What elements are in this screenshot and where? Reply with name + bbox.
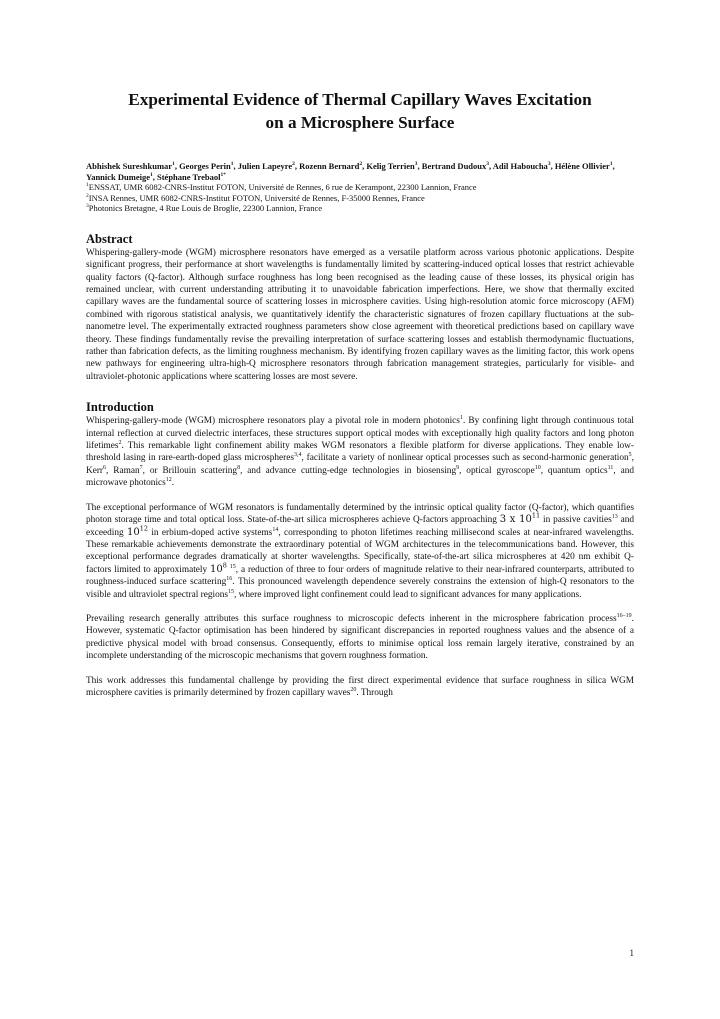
paper-title xyxy=(86,88,634,134)
citation-reference: 11 xyxy=(607,464,614,471)
citation-reference: 16–19 xyxy=(616,612,632,619)
title-line-1: Experimental Evidence of Thermal Capillary Waves Excitation xyxy=(128,90,592,109)
affiliation-text: Photonics Bretagne, 4 Rue Louis de Broglie, 22300 Lannion, France xyxy=(88,203,322,214)
citation-reference: 12 xyxy=(165,477,172,484)
citation-reference: 8 xyxy=(237,464,241,471)
introduction-paragraph-2: The exceptional performance of WGM resonators is fundamentally determined by the intrinsic optical quality factor (Q-factor), which quantifies photon storage time and total optical loss. State-of-the-art silica microspheres achieve Q-factors approaching 3 x $10^{11}$ in passive cavities$^{13}$ and exceeding $10^{12}$ in erbium-doped active systems$^{14}$, corresponding to photon lifetimes reaching millisecond scales at near-infrared wavelengths. These remarkable achievements demonstrate the extraordinary potential of WGM architectures in the telecommunications band. However, this exceptional performance degrades dramatically at shorter wavelengths. Specifically, state-of-the-art silica microspheres at 420 nm exhibit Q-factors limited to approximately $10^8$ $^{15}$, a reduction of three to four orders of magnitude relative to their near-infrared counterparts, attributed to roughness-induced surface scattering$^{16}$. This pronounced wavelength dependence severely constrains the extension of high-Q resonators to the visible and ultraviolet spectral regions$^{15}$, where improved light confinement could lead to significant advances for many applications. xyxy=(86,502,635,600)
citation-reference: 2 xyxy=(118,439,122,446)
affiliation xyxy=(86,182,634,193)
author-name: Bertrand Dudoux xyxy=(421,161,487,171)
affiliation xyxy=(86,193,634,204)
author-name: Yannick Dumeige xyxy=(86,171,150,182)
citation-reference: 7 xyxy=(139,464,143,471)
affiliation-number: 1 xyxy=(86,182,89,189)
introduction-paragraph-1: Whispering-gallery-mode (WGM) microsphere resonators play a pivotal role in modern photonics$^1$. By confining light through continuous total internal reflection at curved dielectric interfaces, these structures support optical modes with exceptionally high quality factors and long photon lifetimes$^2$. This remarkable light confinement ability makes WGM resonators a flexible platform for diverse applications. They enable low-threshold lasing in rare-earth-doped glass microspheres$^{3,4}$, facilitate a variety of nonlinear optical processes such as second-harmonic generation$^5$, Kerr$^6$, Raman$^7$, or Brillouin scattering$^8$, and advance cutting-edge technologies in biosensing$^9$, optical gyroscope$^{10}$, quantum optics$^{11}$, and microwave photonics$^{12}$. xyxy=(86,415,634,489)
author-affiliation-mark: 1 xyxy=(172,161,175,168)
math-exponent: 12 xyxy=(139,524,149,533)
citation-reference: 15 xyxy=(229,563,236,570)
title-line-2: on a Microsphere Surface xyxy=(265,113,455,132)
citation-reference: 10 xyxy=(534,464,541,471)
author-name: Hélène Ollivier xyxy=(554,161,610,171)
citation-reference: 6 xyxy=(103,464,107,471)
math-expression: $10^8$ xyxy=(210,561,227,575)
citation-reference: 20 xyxy=(350,686,357,693)
citation-reference: 9 xyxy=(456,464,460,471)
affiliation-number: 2 xyxy=(86,192,89,199)
affiliation-list xyxy=(86,182,634,214)
abstract-paragraph: Whispering-gallery-mode (WGM) microsphere resonators have emerged as a versatile platform across various photonic applications. Despite significant progress, their performance at short wavelengths is fundamentally limited by scattering-induced optical losses that restrict achievable quality factors (Q-factor). Although surface roughness has long been recognised as the leading cause of these losses, its physical origin has remained unclear, with current understanding attributing it to unavoidable fabrication imperfections. Here, we show that thermally excited capillary waves are the fundamental source of scattering losses in microsphere cavities. Using high-resolution atomic force microscopy (AFM) combined with rigorous statistical analysis, we quantitatively identify the characteristic signatures of frozen capillary fluctuations at the sub-nanometre level. The experimentally extracted roughness parameters show close agreement with theoretical predictions based on capillary wave theory. These findings fundamentally revise the prevailing interpretation of surface scattering losses and establish thermodynamic fluctuations, rather than fabrication defects, as the limiting roughness mechanism. By identifying frozen capillary waves as the limiting factor, this work opens new pathways for engineering ultra-high-Q microsphere resonators through fabrication management strategies, particularly for visible- and ultraviolet-photonic applications where scattering losses are most severe. xyxy=(86,247,634,382)
citation-reference: 3,4 xyxy=(294,452,302,459)
author-affiliation-mark: 1 xyxy=(150,171,153,178)
affiliation-text: INSA Rennes, UMR 6082-CNRS-Institut FOTON, Université de Rennes, F-35000 Rennes, France xyxy=(88,192,425,203)
affiliation xyxy=(86,203,634,214)
author-list: Abhishek Sureshkumar$^1$, Georges Perin$^1$, Julien Lapeyre$^2$, Rozenn Bernard$^2$, Kelig Terrien$^3$, Bertrand Dudoux$^3$, Adil Haboucha$^3$, Hélène Ollivier$^1$, Yannick Dumeige$^1$, Stéphane Trebaol$^{1*}$ xyxy=(86,161,615,182)
citation-reference: 1 xyxy=(459,415,463,422)
introduction-paragraph-4: This work addresses this fundamental challenge by providing the first direct experimental evidence that surface roughness in silica WGM microsphere cavities is primarily determined by frozen capillary waves$^{20}$. Through xyxy=(86,675,634,698)
author-affiliation-mark: 2 xyxy=(292,161,295,168)
page-number: 1 xyxy=(629,948,634,958)
author-affiliation-mark: 1 xyxy=(230,161,234,168)
introduction-paragraph-3: Prevailing research generally attributes this surface roughness to microscopic defects inherent in the microsphere fabrication process$^{16-19}$. However, systematic Q-factor optimisation has been hindered by significant discrepancies in reported roughness values and the absence of a predictive physical model with broad consensus. Consequently, efforts to minimise optical loss remain largely iterative, constrained by an incomplete understanding of the microscopic mechanisms that govern roughness formation. xyxy=(86,612,634,662)
author-affiliation-mark: 2 xyxy=(359,161,363,168)
affiliation-text: ENSSAT, UMR 6082-CNRS-Institut FOTON, Université de Rennes, 6 rue de Kerampont, 22300 Lannion, France xyxy=(88,182,477,192)
math-expression: $10^{12}$ xyxy=(127,524,149,538)
math-exponent: 11 xyxy=(531,511,541,520)
author-affiliation-mark: 3 xyxy=(547,161,551,168)
author-name: Adil Haboucha xyxy=(492,161,548,171)
introduction-heading: Introduction xyxy=(86,400,154,415)
author-affiliation-mark: 3 xyxy=(486,161,489,168)
author-name: Georges Perin xyxy=(179,161,231,171)
citation-reference: 15 xyxy=(228,588,234,595)
author-name: Rozenn Bernard xyxy=(299,161,360,171)
math-expression: 3 x $10^{11}$ xyxy=(499,511,541,526)
affiliation-number: 3 xyxy=(86,203,89,210)
author-affiliation-mark: 1 xyxy=(609,161,613,168)
author-name: Stéphane Trebaol xyxy=(157,171,221,182)
author-name: Julien Lapeyre xyxy=(237,161,293,171)
abstract-heading: Abstract xyxy=(86,231,133,246)
citation-reference: 13 xyxy=(611,514,618,520)
math-exponent: 8 xyxy=(222,561,227,570)
citation-reference: 16 xyxy=(226,576,233,583)
author-name: Abhishek Sureshkumar xyxy=(86,161,173,171)
author-name: Kelig Terrien xyxy=(366,161,415,171)
author-affiliation-mark: 1* xyxy=(220,171,227,178)
author-affiliation-mark: 3 xyxy=(414,161,418,168)
citation-reference: 5 xyxy=(628,452,632,459)
citation-reference: 14 xyxy=(272,526,279,533)
